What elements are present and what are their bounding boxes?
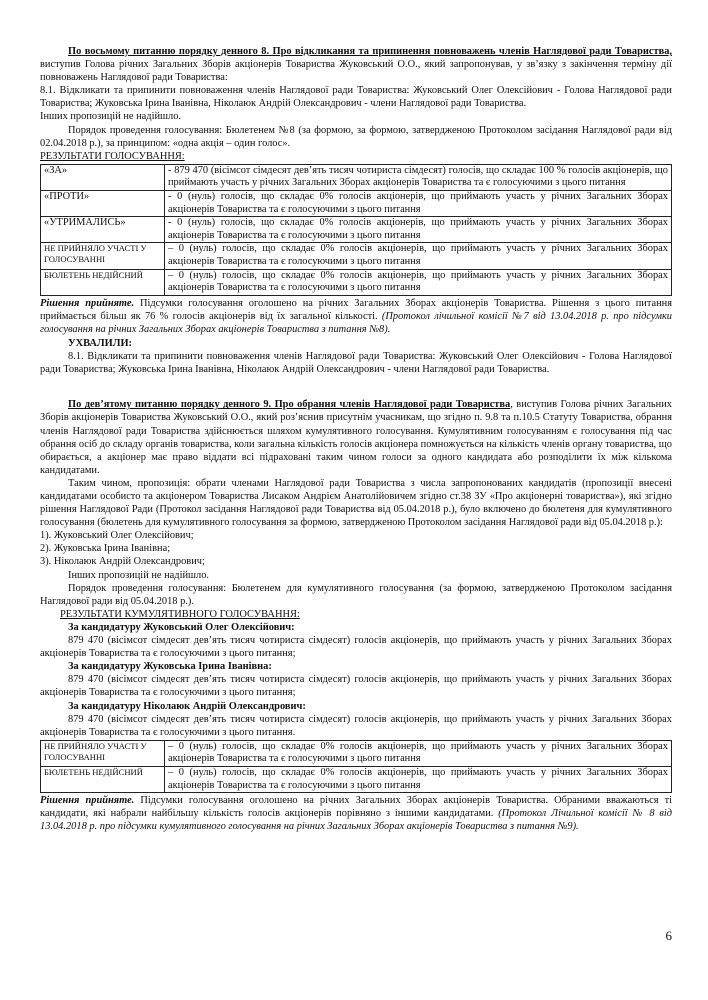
candidate-result-text: 879 470 (вісімсот сімдесят дев’ять тисяч чотириста сімдесят) голосів акціонерів, що приймають участь у річних Загальних Зборах акціонерів Товариства та є голосуючими з цього питання; bbox=[40, 674, 672, 699]
item8-paragraph bbox=[40, 45, 672, 84]
result-row bbox=[41, 191, 672, 217]
result-value: – 0 (нуль) голосів, що складає 0% голосів акціонерів, що приймають участь у річних Загальних Зборах акціонерів Товариства та є голосуючими з цього питання bbox=[165, 269, 672, 295]
item9-no-other: Інших пропозицій не надійшло. bbox=[68, 569, 210, 581]
item8-heading: По восьмому питанню порядку денного 8. Про відкликання та припинення повноважень членів Наглядової ради Товариства, bbox=[68, 46, 672, 57]
result-label: «ЗА» bbox=[41, 164, 165, 190]
item8-results-title: РЕЗУЛЬТАТИ ГОЛОСУВАННЯ: bbox=[40, 150, 185, 162]
result-row bbox=[41, 164, 672, 190]
item8-proposal: 8.1. Відкликати та припинити повноваження членів Наглядової ради Товариства: Жуковський Олег Олексійович - Голова Наглядової ради Товариства; Жуковська Ірина Іванівна, Ніколаюк Андрій Олександрович - члени Наглядової ради Товариства. bbox=[40, 85, 672, 110]
item8-results-table bbox=[40, 164, 672, 296]
result-row bbox=[41, 243, 672, 269]
item8-resolved-text: 8.1. Відкликати та припинити повноваження членів Наглядової ради Товариства: Жуковський Олег Олексійович - Голова Наглядової ради Товариства; Жуковська Ірина Іванівна, Ніколаюк Андрій Олександрович - члени Наглядової ради Товариства. bbox=[40, 351, 672, 376]
result-label: БЮЛЕТЕНЬ НЕДІЙСНИЙ bbox=[41, 766, 165, 792]
item9-procedure: Порядок проведення голосування: Бюлетенем для кумулятивного голосування (за формою, затвердженою Протоколом засідання Наглядової ради від 05.04.2018 р.). bbox=[40, 582, 672, 607]
document-page bbox=[40, 45, 672, 833]
result-row bbox=[41, 217, 672, 243]
candidate-result-text: 879 470 (вісімсот сімдесят дев’ять тисяч чотириста сімдесят) голосів акціонерів, що приймають участь у річних Загальних Зборах акціонерів Товариства та є голосуючими з цього питання; bbox=[40, 635, 672, 660]
result-value: - 0 (нуль) голосів, що складає 0% голосів акціонерів, що приймають участь у річних Загальних Зборах акціонерів Товариства та є голосуючими з цього питання bbox=[165, 217, 672, 243]
item9-proposal: Таким чином, пропозиція: обрати членами Наглядової ради Товариства з числа запропонованих кандидатів (пропозиції внесені кандидатами особисто та акціонером Товариства Лисаком Андрієм Анатолійовичем згідно ст.38 ЗУ «Про акціонерні товариства»), які згідно рішення Наглядової Ради (Протокол засідання Наглядової ради Товариства від 05.04.2018 р.), було включено до бюлетеня для кумулятивного голосування (бюлетень для кумулятивного голосування за формою, затвердженою Протоколом засідання Наглядової ради від 05.04.2018 р.): bbox=[40, 477, 672, 529]
item9-results-table bbox=[40, 740, 672, 793]
result-value: - 0 (нуль) голосів, що складає 0% голосів акціонерів, що приймають участь у річних Загальних Зборах акціонерів Товариства та є голосуючими з цього питання bbox=[165, 191, 672, 217]
result-label: «УТРИМАЛИСЬ» bbox=[41, 217, 165, 243]
result-value: – 0 (нуль) голосів, що складає 0% голосів акціонерів, що приймають участь у річних Загальних Зборах акціонерів Товариства та є голосуючими з цього питання bbox=[165, 243, 672, 269]
result-row bbox=[41, 269, 672, 295]
item8-decision-text: Підсумки голосування оголошено на річних Загальних Зборах акціонерів Товариства. Рішення з цього питання приймається більш як 76 % голосів акціонерів від їх загальної кількості. bbox=[40, 297, 672, 322]
candidate-result-heading: За кандидатуру Жуковська Ірина Іванівна: bbox=[68, 661, 272, 673]
item9-candidate-3: 3). Ніколаюк Андрій Олександрович; bbox=[40, 556, 205, 568]
item8-no-other: Інших пропозицій не надійшло. bbox=[40, 111, 182, 123]
item8-intro: виступив Голова річних Загальних Зборів акціонерів Товариства Жуковський О.О., який запропонував, у зв’язку з закінчення терміну дії повноважень Наглядової ради Товариства: bbox=[40, 59, 672, 84]
result-value: – 0 (нуль) голосів, що складає 0% голосів акціонерів, що приймають участь у річних Загальних Зборах акціонерів Товариства та є голосуючими з цього питання bbox=[165, 740, 672, 766]
result-label: НЕ ПРИЙНЯЛО УЧАСТІ У ГОЛОСУВАННІ bbox=[41, 243, 165, 269]
result-label: БЮЛЕТЕНЬ НЕДІЙСНИЙ bbox=[41, 269, 165, 295]
item8-procedure: Порядок проведення голосування: Бюлетенем №8 (за формою, за формою, затвердженою Протоколом засідання Наглядової ради від 02.04.2018 р.), за принципом: «одна акція – один голос». bbox=[40, 124, 672, 149]
item8-resolved-title: УХВАЛИЛИ: bbox=[68, 338, 133, 350]
item9-decision-note: (Протокол Лічильної комісії № 8 від 13.04.2018 р. про підсумки кумулятивного голосування на річних Загальних Зборах акціонерів Товариства з питання №9). bbox=[40, 808, 673, 833]
item8-decision bbox=[40, 297, 672, 336]
candidate-result-text: 879 470 (вісімсот сімдесят дев’ять тисяч чотириста сімдесят) голосів акціонерів, що приймають участь у річних Загальних Зборах акціонерів Товариства та є голосуючими з цього питання. bbox=[40, 713, 672, 738]
item9-candidate-2: 2). Жуковська Ірина Іванівна; bbox=[40, 543, 171, 555]
item8-decision-note: (Протокол лічильної комісії №7 від 13.04.2018 р. про підсумки голосування на річних Загальних Зборах акціонерів Товариства з питання №8). bbox=[40, 310, 672, 335]
item9-heading: По дев’ятому питанню порядку денного 9. Про обрання членів Наглядової ради Товариства bbox=[68, 399, 511, 411]
result-value: – 0 (нуль) голосів, що складає 0% голосів акціонерів, що приймають участь у річних Загальних Зборах акціонерів Товариства та є голосуючими з цього питання bbox=[165, 766, 672, 792]
item9-decision-label: Рішення прийняте. bbox=[40, 795, 135, 807]
result-label: НЕ ПРИЙНЯЛО УЧАСТІ У ГОЛОСУВАННІ bbox=[41, 740, 165, 766]
item9-decision bbox=[40, 794, 672, 833]
candidate-result-heading: За кандидатуру Жуковський Олег Олексійович: bbox=[68, 621, 295, 633]
item9-results-title: РЕЗУЛЬТАТИ КУМУЛЯТИВНОГО ГОЛОСУВАННЯ: bbox=[60, 608, 300, 620]
item9-candidate-1: 1). Жуковський Олег Олексійович; bbox=[40, 530, 194, 542]
item8-decision-label: Рішення прийняте. bbox=[40, 297, 135, 309]
candidate-result-heading: За кандидатуру Ніколаюк Андрій Олександрович: bbox=[68, 700, 306, 712]
item9-intro: , виступив Голова річних Загальних Зборів акціонерів Товариства Жуковський О.О., який роз’яснив присутнім учасникам, що згідно п. 9.8 та п.10.5 Статуту Товариства, обрання членів Наглядової ради Товариства здійснюється шляхом кумулятивного голосування. Кумулятивним голосуванням є голосування під час обрання осіб до складу органів товариства, коли загальна кількість голосів акціонера помножується на кількість членів органу товариства, що обирається, а акціонер має право віддати всі підраховані таким чином голоси за одного кандидата або розподілити їх між кількома кандидатами. bbox=[40, 399, 672, 476]
result-row bbox=[41, 766, 672, 792]
item9-decision-text: Підсумки голосування оголошено на річних Загальних Зборах акціонерів Товариства. Обраними вважаються ті кандидати, які набрали найбільшу кількість голосів акціонерів порівняно з іншими кандидатами. bbox=[40, 795, 673, 820]
result-label: «ПРОТИ» bbox=[41, 191, 165, 217]
result-value: - 879 470 (вісімсот сімдесят дев’ять тисяч чотириста сімдесят) голосів, що складає 100 % голосів акціонерів, що приймають участь у річних Загальних Зборах акціонерів Товариства та є голосуючими з цього питання bbox=[165, 164, 672, 190]
page-number: 6 bbox=[665, 928, 672, 943]
result-row bbox=[41, 740, 672, 766]
item9-paragraph bbox=[40, 398, 672, 477]
